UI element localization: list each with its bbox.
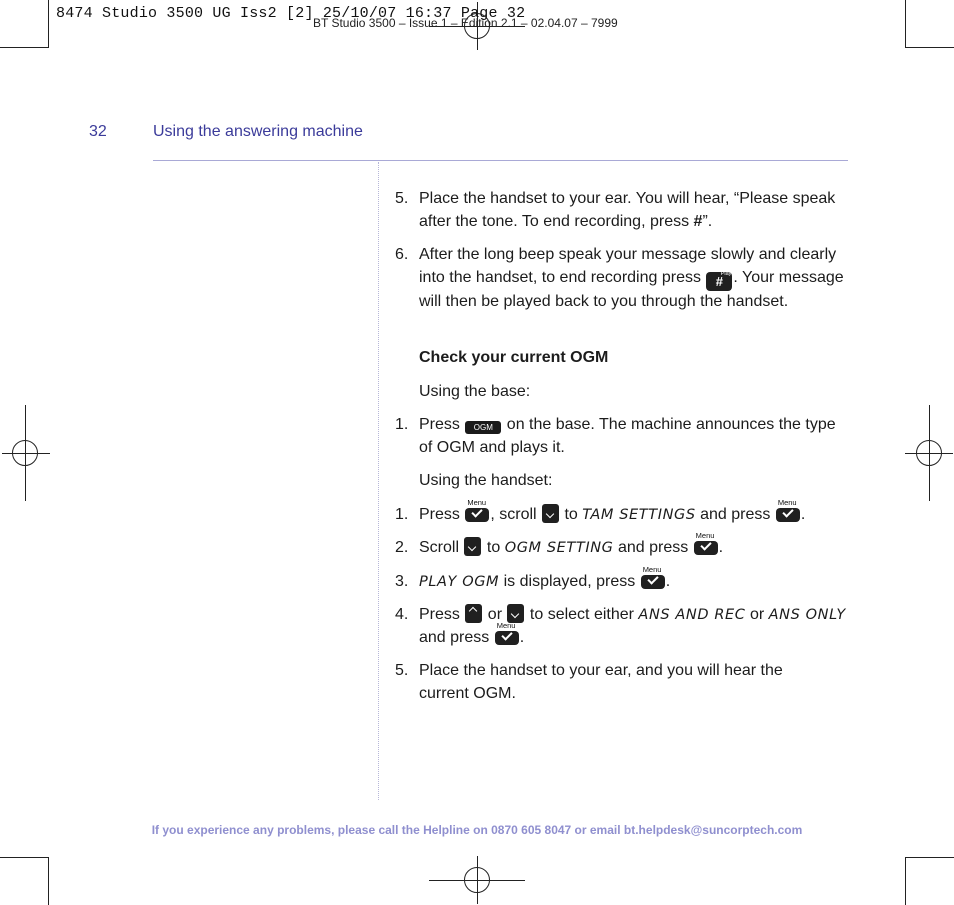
ogm-button-icon: OGM [465, 421, 501, 434]
handset-step-2 [395, 531, 853, 560]
step-number: 1. [395, 505, 409, 523]
menu-key-icon: Menu [641, 575, 665, 589]
subheading-check-ogm: Check your current OGM [419, 349, 609, 366]
menu-key-icon: Menu [776, 508, 800, 522]
step-number: 5. [395, 662, 409, 679]
handset-step-4 [395, 604, 853, 649]
menu-key-icon: Menu [495, 631, 519, 645]
display-text: ANS AND REC [638, 607, 746, 623]
display-text: OGM SETTING [504, 540, 614, 556]
page-number: 32 [89, 123, 107, 140]
display-text: TAM SETTINGS [582, 506, 696, 523]
scroll-up-key-icon [465, 604, 482, 623]
hash-play-key-icon: # Play [706, 272, 732, 291]
menu-key-icon: Menu [465, 508, 489, 522]
step-text: Place the handset to your ear, and you will hear the current OGM. [419, 662, 783, 702]
handset-step-3 [395, 564, 853, 594]
scroll-down-key-icon [542, 504, 559, 523]
display-text: ANS ONLY [768, 607, 846, 623]
step-number: 3. [395, 572, 409, 590]
scroll-down-key-icon [464, 537, 481, 556]
step-text: Press Menu , scroll to TAM SETTINGS and press Menu . [419, 497, 806, 523]
handset-step-1 [395, 497, 853, 527]
step-number: 5. [395, 190, 409, 207]
menu-key-icon: Menu [694, 541, 718, 555]
helpline-footer: If you experience any problems, please call the Helpline on 0870 605 8047 or email bt.helpdesk@suncorptech.com [151, 823, 803, 837]
step-6-record [395, 244, 853, 313]
step-text: Press or to select either ANS AND REC or ANS ONLY and press Menu . [419, 606, 846, 646]
base-step-1 [395, 414, 853, 459]
section-title: Using the answering machine [153, 123, 363, 140]
step-number: 2. [395, 539, 409, 556]
step-number: 4. [395, 606, 409, 623]
using-base-label: Using the base: [419, 382, 531, 400]
column-divider [378, 162, 379, 800]
step-5-record [395, 188, 853, 233]
edition-slug: BT Studio 3500 – Issue 1 – Edition 2.1 – 02.04.07 – 7999 [313, 16, 618, 30]
display-text: PLAY OGM [419, 573, 500, 590]
step-number: 6. [395, 246, 409, 263]
handset-step-5 [395, 660, 853, 705]
instructions [395, 188, 853, 705]
step-text: PLAY OGM is displayed, press Menu . [419, 564, 671, 590]
print-slug: 8474 Studio 3500 UG Iss2 [2] 25/10/07 16:37 Page 32 [56, 5, 526, 22]
step-text: Scroll to OGM SETTING and press Menu . [419, 531, 724, 556]
step-text: Press OGM on the base. The machine announces the type of OGM and plays it. [419, 416, 836, 456]
step-number: 1. [395, 416, 409, 433]
hash-glyph: # [693, 212, 703, 230]
header-rule [153, 160, 848, 161]
using-handset-label: Using the handset: [419, 472, 553, 489]
step-text: After the long beep speak your message slowly and clearly into the handset, to end recording press # Play . Your message will then be played back to you through the handset. [419, 246, 844, 310]
step-text: Place the handset to your ear. You will hear, “Please speak after the tone. To end recording, press #”. [419, 190, 836, 230]
